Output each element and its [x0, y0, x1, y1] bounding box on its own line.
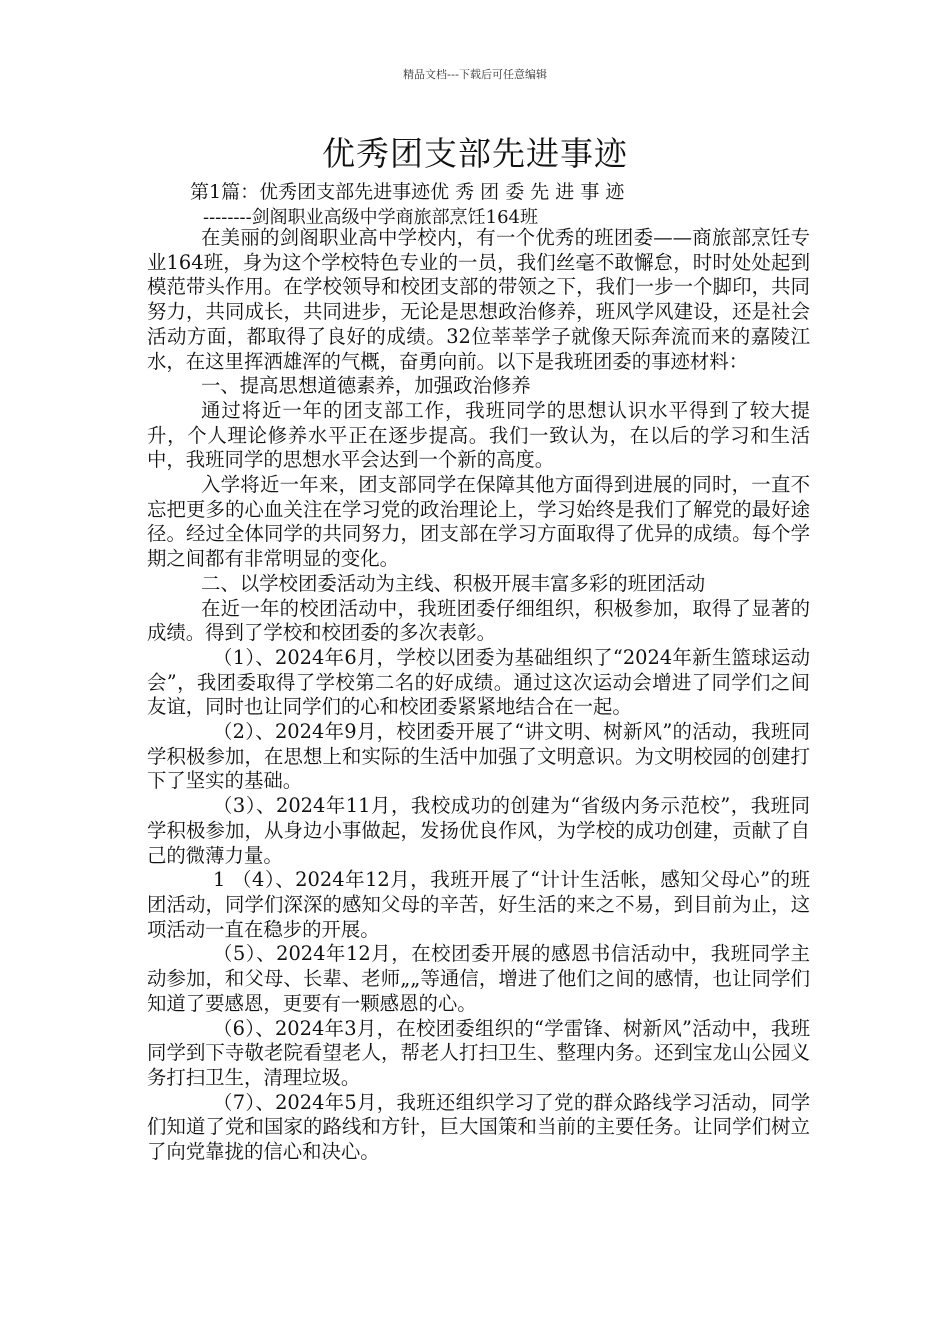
document-subtitle: 第1篇：优秀团支部先进事迹优 秀 团 委 先 进 事 迹 — [190, 181, 625, 203]
paragraph: 通过将近一年的团支部工作，我班同学的思想认识水平得到了较大提升，个人理论修养水平正在逐步提高。我们一致认为，在以后的学习和生活中，我班同学的思想水平会达到一个新的高度。 — [147, 398, 810, 472]
list-item: （5）、2024年12月，在校团委开展的感恩书信活动中，我班同学主动参加，和父母、长辈、老师„„等通信，增进了他们之间的感情，也让同学们知道了要感恩，更要有一颗感恩的心。 — [147, 942, 810, 1015]
page-header: 精品文档---下载后可任意编辑 — [403, 68, 547, 81]
list-item: （2）、2024年9月，校团委开展了“讲文明、树新风”的活动，我班同学积极参加，在思想上和实际的生活中加强了文明意识。为文明校园的创建打下了坚实的基础。 — [147, 720, 810, 793]
paragraph: 入学将近一年来，团支部同学在保障其他方面得到进展的同时，一直不忘把更多的心血关注在学习党的政治理论上，学习始终是我们了解党的最好途径。经过全体同学的共同努力，团支部在学习方面取得了优异的成绩。每个学期之间都有非常明显的变化。 — [147, 473, 810, 571]
section-heading-2: 二、以学校团委活动为主线、积极开展丰富多彩的班团活动 — [201, 571, 706, 595]
list-item: （1）、2024年6月，学校以团委为基础组织了“2024年新生篮球运动会”，我团委取得了学校第二名的好成绩。通过这次运动会增进了同学们之间友谊，同时也让同学们的心和校团委紧紧地结合在一起。 — [147, 645, 810, 719]
section-heading-1: 一、提高思想道德素养，加强政治修养 — [201, 374, 531, 398]
document-title: 优秀团支部先进事迹 — [322, 134, 628, 173]
list-item: （3）、2024年11月，我校成功的创建为“省级内务示范校”，我班同学积极参加，从身边小事做起，发扬优良作风，为学校的成功创建，贡献了自己的微薄力量。 — [147, 794, 810, 867]
document-body — [147, 226, 810, 1165]
list-item: （7）、2024年5月，我班还组织学习了党的群众路线学习活动，同学们知道了党和国家的路线和方针，巨大国策和当前的主要任务。让同学们树立了向党靠拢的信心和决心。 — [147, 1090, 810, 1164]
paragraph-intro: 在美丽的剑阁职业高中学校内，有一个优秀的班团委——商旅部烹饪专业164班，身为这个学校特色专业的一员，我们丝毫不敢懈怠，时时处处起到模范带头作用。在学校领导和校团支部的带领之下，我们一步一个脚印，共同努力，共同成长，共同进步，无论是思想政治修养，班风学风建设，还是社会活动方面，都取得了良好的成绩。32位莘莘学子就像天际奔流而来的嘉陵江水，在这里挥洒雄浑的气概，奋勇向前。以下是我班团委的事迹材料： — [147, 226, 810, 373]
document-byline: --------剑阁职业高级中学商旅部烹饪164班 — [203, 207, 539, 228]
list-item: （6）、2024年3月，在校团委组织的“学雷锋、树新风”活动中，我班同学到下寺敬老院看望老人，帮老人打扫卫生、整理内务。还到宝龙山公园义务打扫卫生，清理垃圾。 — [147, 1016, 810, 1089]
list-item: 1 （4）、2024年12月，我班开展了“计计生活帐，感知父母心”的班团活动，同学们深深的感知父母的辛苦，好生活的来之不易，到目前为止，这项活动一直在稳步的开展。 — [147, 868, 810, 941]
paragraph: 在近一年的校团活动中，我班团委仔细组织，积极参加，取得了显著的成绩。得到了学校和校团委的多次表彰。 — [147, 596, 810, 645]
